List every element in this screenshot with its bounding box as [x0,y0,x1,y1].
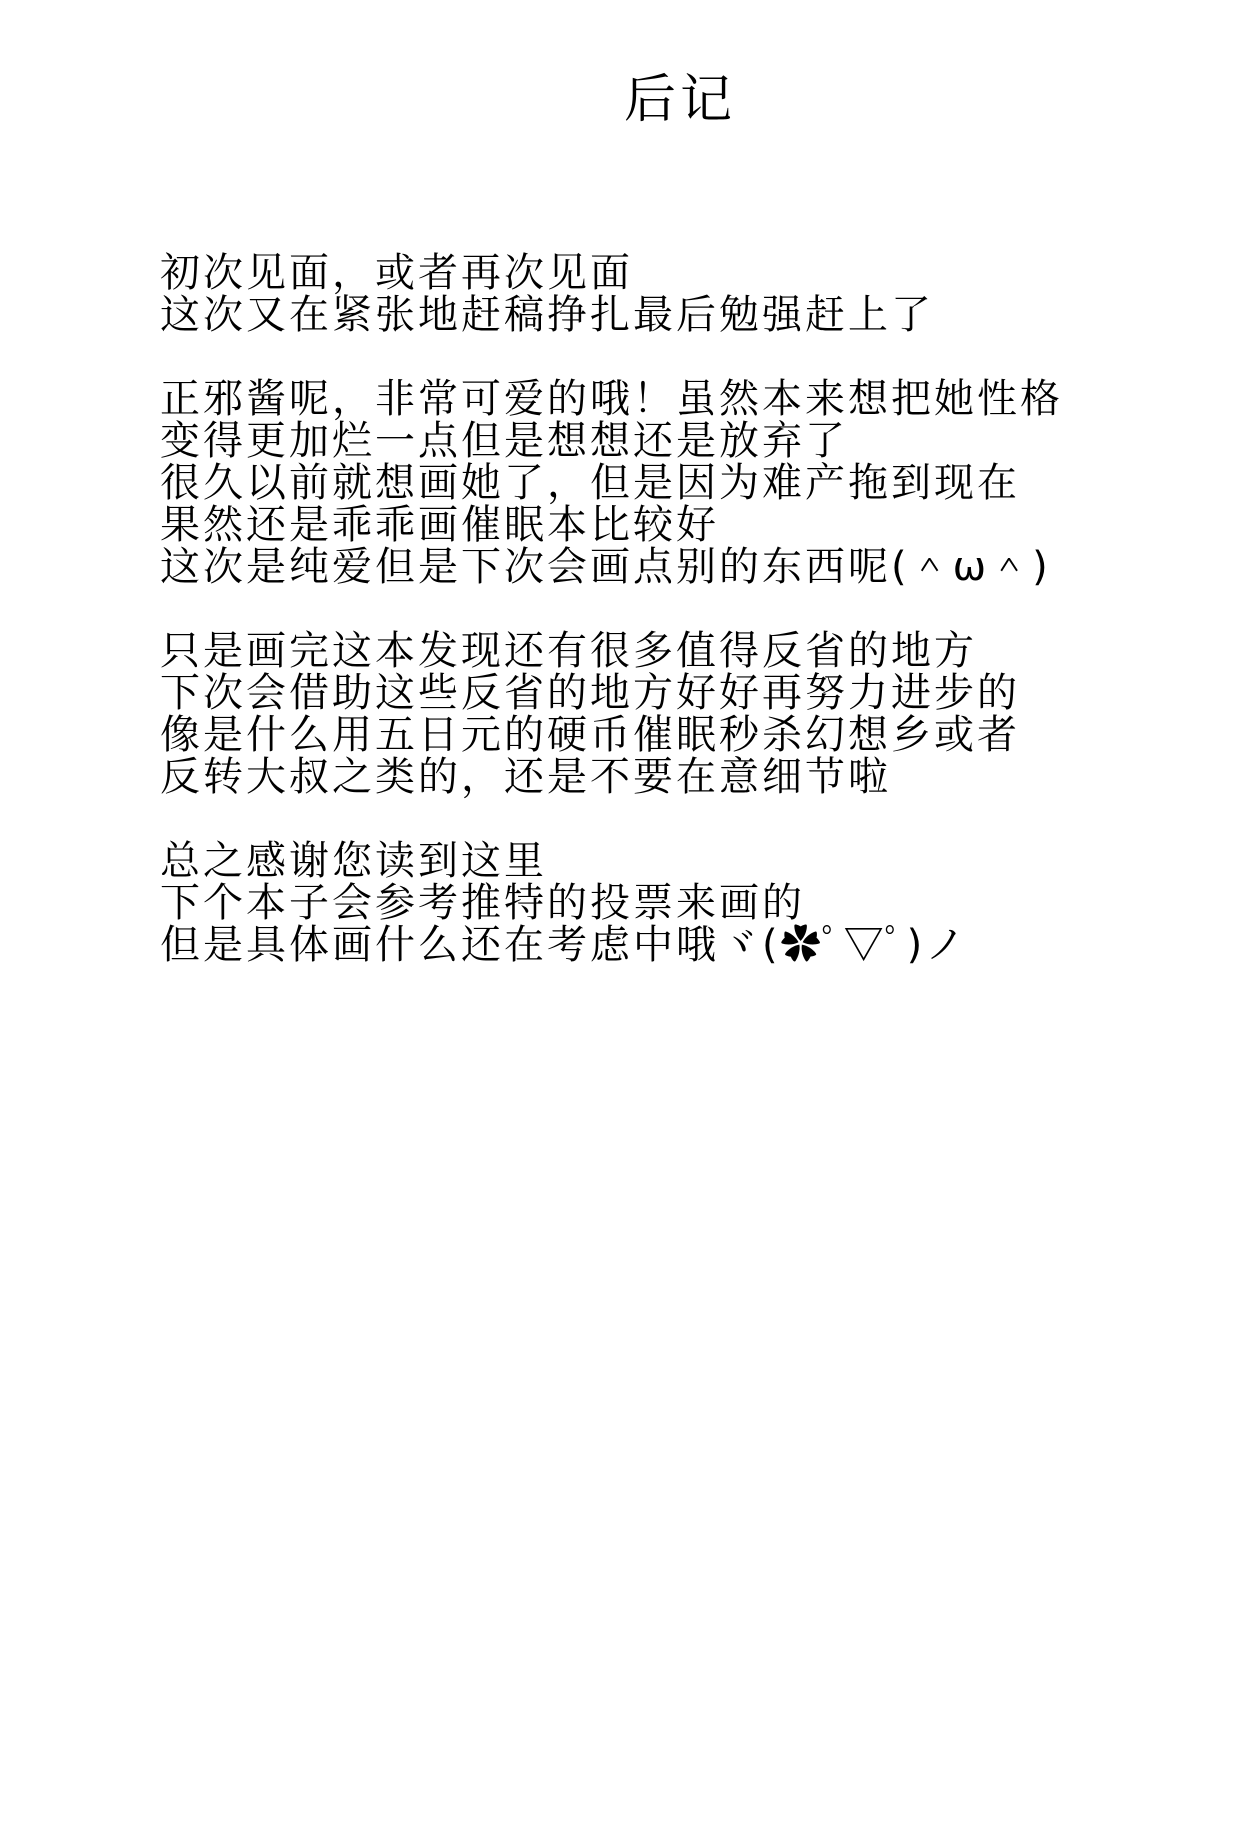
text-line: 总之感谢您读到这里 [160,838,547,884]
paragraph [160,252,1160,336]
text-line: 这次是纯爱但是下次会画点别的东西呢(＾ω＾) [160,544,1051,590]
text-line: 变得更加烂一点但是想想还是放弃了 [160,418,848,464]
paragraph [160,840,1160,966]
text-line: 只是画完这本发现还有很多值得反省的地方 [160,628,977,674]
text-line: 反转大叔之类的，还是不要在意细节啦 [160,754,891,800]
paragraph [160,378,1160,588]
paragraph [160,630,1160,798]
afterword-body [160,252,1160,1008]
text-line: 很久以前就想画她了，但是因为难产拖到现在 [160,460,1020,506]
text-line: 下个本子会参考推特的投票来画的 [160,880,805,926]
text-line: 下次会借助这些反省的地方好好再努力进步的 [160,670,1020,716]
text-line: 这次又在紧张地赶稿挣扎最后勉强赶上了 [160,292,934,338]
page-title: 后记 [623,70,736,130]
text-line: 像是什么用五日元的硬币催眠秒杀幻想乡或者 [160,712,1020,758]
text-line: 果然还是乖乖画催眠本比较好 [160,502,719,548]
text-line: 正邪酱呢，非常可爱的哦！虽然本来想把她性格 [160,376,1063,422]
text-line: 初次见面，或者再次见面 [160,250,633,296]
text-line: 但是具体画什么还在考虑中哦ヾ(✿ﾟ▽ﾟ)ノ [160,922,969,968]
